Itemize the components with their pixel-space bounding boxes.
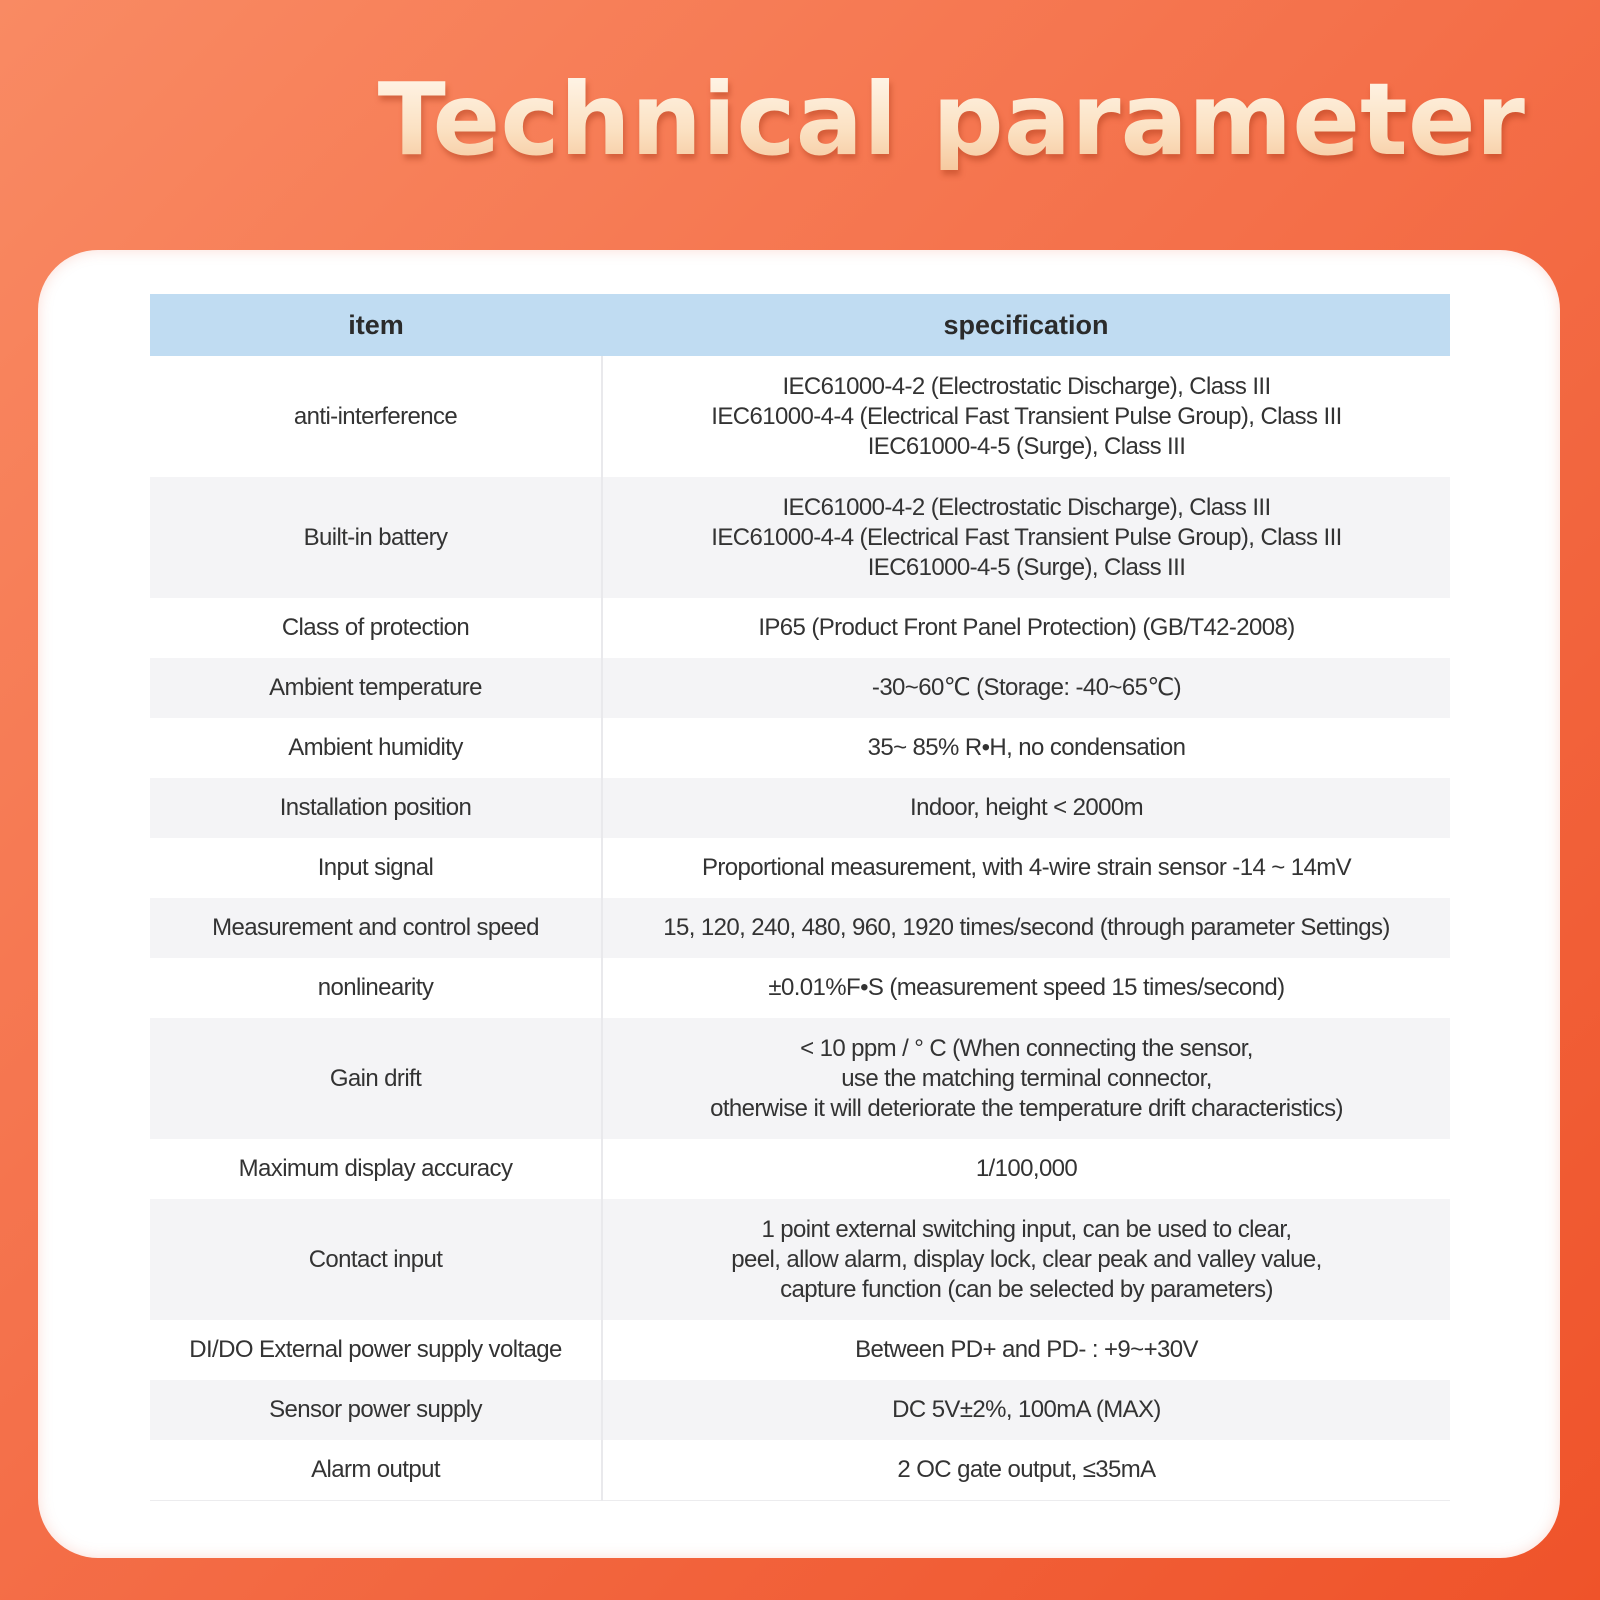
row-specification bbox=[602, 477, 1450, 598]
spec-line: IP65 (Product Front Panel Protection) (GB/T42-2008) bbox=[758, 614, 1295, 641]
row-specification bbox=[602, 1018, 1450, 1139]
spec-line: Proportional measurement, with 4-wire strain sensor -14 ~ 14mV bbox=[701, 854, 1352, 881]
table-header-row bbox=[150, 294, 1450, 356]
row-specification bbox=[602, 778, 1450, 838]
row-item-label: Measurement and control speed bbox=[150, 898, 602, 958]
row-item-label: Alarm output bbox=[150, 1440, 602, 1500]
table-row bbox=[150, 1199, 1450, 1320]
table-row bbox=[150, 1320, 1450, 1380]
row-item-label: Ambient humidity bbox=[150, 718, 602, 778]
spec-line: otherwise it will deteriorate the temperature drift characteristics) bbox=[710, 1094, 1343, 1122]
row-item-label: Ambient temperature bbox=[150, 658, 602, 718]
table-row bbox=[150, 718, 1450, 778]
spec-line: IEC61000-4-4 (Electrical Fast Transient Pulse Group), Class III bbox=[711, 523, 1342, 551]
spec-line: 35~ 85% R•H, no condensation bbox=[867, 734, 1186, 761]
row-specification bbox=[602, 1139, 1450, 1199]
spec-line: 15, 120, 240, 480, 960, 1920 times/second (through parameter Settings) bbox=[663, 914, 1390, 941]
spec-line: 1 point external switching input, can be used to clear, bbox=[761, 1215, 1292, 1243]
table-row bbox=[150, 778, 1450, 838]
spec-line: peel, allow alarm, display lock, clear peak and valley value, bbox=[731, 1245, 1322, 1273]
spec-line: Between PD+ and PD- : +9~+30V bbox=[855, 1336, 1198, 1363]
table-row bbox=[150, 1018, 1450, 1139]
spec-line: IEC61000-4-4 (Electrical Fast Transient Pulse Group), Class III bbox=[711, 402, 1342, 430]
header-specification: specification bbox=[602, 294, 1450, 356]
spec-line: use the matching terminal connector, bbox=[841, 1064, 1212, 1092]
table-row bbox=[150, 898, 1450, 958]
spec-line: Indoor, height < 2000m bbox=[910, 794, 1143, 821]
row-item-label: anti-interference bbox=[150, 356, 602, 477]
row-specification bbox=[602, 1380, 1450, 1440]
page-title: Technical parameter bbox=[377, 61, 1525, 178]
row-item-label: nonlinearity bbox=[150, 958, 602, 1018]
table-body bbox=[150, 356, 1450, 1500]
row-specification bbox=[602, 598, 1450, 658]
table-row bbox=[150, 838, 1450, 898]
row-specification bbox=[602, 838, 1450, 898]
spec-table bbox=[150, 294, 1450, 1501]
table-row bbox=[150, 1139, 1450, 1199]
header-item: item bbox=[150, 294, 602, 356]
spec-line: DC 5V±2%, 100mA (MAX) bbox=[892, 1396, 1161, 1423]
spec-line: IEC61000-4-2 (Electrostatic Discharge), Class III bbox=[782, 372, 1271, 400]
row-specification bbox=[602, 1320, 1450, 1380]
table-row bbox=[150, 356, 1450, 477]
table-row bbox=[150, 1440, 1450, 1500]
row-item-label: Maximum display accuracy bbox=[150, 1139, 602, 1199]
row-item-label: Input signal bbox=[150, 838, 602, 898]
spec-line: capture function (can be selected by parameters) bbox=[780, 1275, 1273, 1303]
spec-line: IEC61000-4-5 (Surge), Class III bbox=[867, 553, 1186, 581]
row-specification bbox=[602, 1440, 1450, 1500]
table-row bbox=[150, 658, 1450, 718]
table-row bbox=[150, 477, 1450, 598]
spec-line: -30~60℃ (Storage: -40~65℃) bbox=[871, 674, 1182, 701]
row-specification bbox=[602, 898, 1450, 958]
row-item-label: Built-in battery bbox=[150, 477, 602, 598]
spec-line: < 10 ppm / ° C (When connecting the sensor, bbox=[800, 1034, 1253, 1062]
row-item-label: DI/DO External power supply voltage bbox=[150, 1320, 602, 1380]
row-specification bbox=[602, 958, 1450, 1018]
spec-line: 1/100,000 bbox=[975, 1155, 1078, 1182]
spec-line: IEC61000-4-2 (Electrostatic Discharge), Class III bbox=[782, 493, 1271, 521]
spec-line: IEC61000-4-5 (Surge), Class III bbox=[867, 432, 1186, 460]
spec-line: 2 OC gate output, ≤35mA bbox=[897, 1455, 1156, 1483]
table-row bbox=[150, 598, 1450, 658]
spec-line: ±0.01%F•S (measurement speed 15 times/second) bbox=[768, 974, 1285, 1001]
table-row bbox=[150, 958, 1450, 1018]
row-item-label: Installation position bbox=[150, 778, 602, 838]
row-item-label: Class of protection bbox=[150, 598, 602, 658]
row-item-label: Sensor power supply bbox=[150, 1380, 602, 1440]
spec-card bbox=[38, 250, 1560, 1558]
table-row bbox=[150, 1380, 1450, 1440]
row-specification bbox=[602, 1199, 1450, 1320]
row-item-label: Contact input bbox=[150, 1199, 602, 1320]
row-item-label: Gain drift bbox=[150, 1018, 602, 1139]
row-specification bbox=[602, 658, 1450, 718]
row-specification bbox=[602, 356, 1450, 477]
row-specification bbox=[602, 718, 1450, 778]
